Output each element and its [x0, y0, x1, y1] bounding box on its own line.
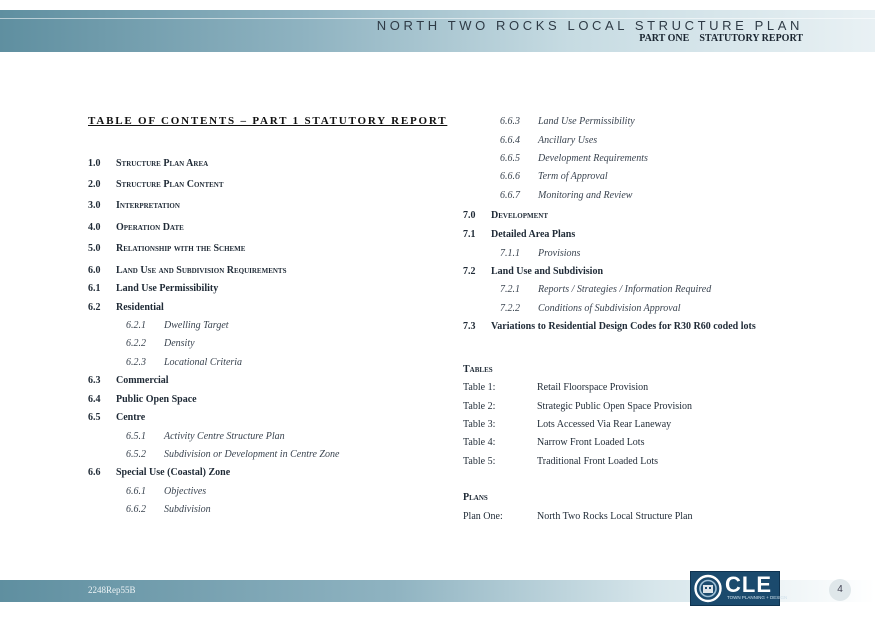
document-subtitle	[639, 33, 803, 44]
document-code: 2248Rep55B	[88, 585, 136, 595]
part-label: PART ONE	[639, 33, 690, 44]
plans-heading: Plans	[463, 492, 488, 503]
logo-text: CLE	[725, 572, 772, 597]
cle-logo	[690, 571, 788, 606]
report-label: STATUTORY REPORT	[699, 33, 803, 44]
logo-tagline: TOWN PLANNING + DESIGN	[727, 595, 788, 600]
logo-emblem-icon	[693, 574, 723, 603]
document-title: NORTH TWO ROCKS LOCAL STRUCTURE PLAN	[376, 18, 803, 33]
page-number: 4	[829, 579, 851, 601]
toc-title: TABLE OF CONTENTS – PART 1 STATUTORY REPORT	[88, 115, 448, 127]
tables-heading: Tables	[463, 364, 493, 375]
